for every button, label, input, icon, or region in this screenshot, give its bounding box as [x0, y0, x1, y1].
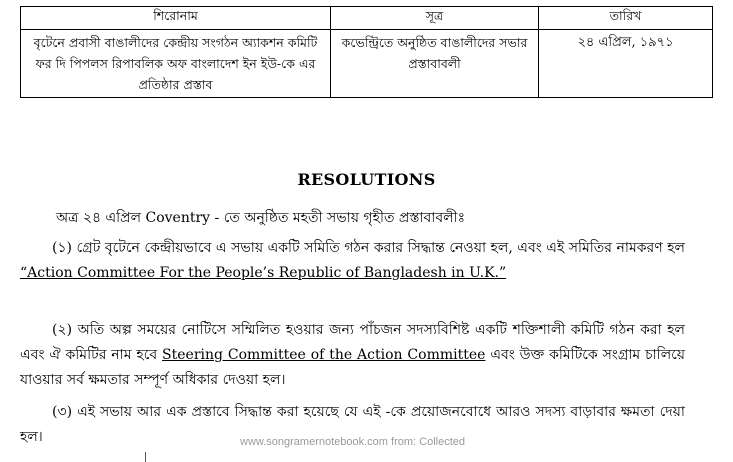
resolution-number: (৩)	[52, 404, 73, 420]
resolution-1	[20, 236, 685, 286]
header-source: সূত্র	[331, 7, 539, 30]
resolutions-heading: RESOLUTIONS	[297, 170, 436, 189]
metadata-value-row	[21, 30, 713, 98]
steering-committee-name: Steering Committee of the Action Committee	[162, 347, 486, 363]
page-cut-mark	[145, 452, 154, 462]
resolution-text: অতি অল্প সময়ের নোটিসে সম্মিলিত হওয়ার জন্য পাঁচজন সদস্যবিশিষ্ট একটি শক্তিশালী কমিটি গঠন করা হল এবং ঐ কমিটির নাম হবে	[20, 322, 685, 363]
committee-name: “Action Committee For the People’s Republic of Bangladesh in U.K.”	[20, 265, 507, 281]
header-date: তারিখ	[539, 7, 713, 30]
resolution-number: (২)	[52, 322, 73, 338]
metadata-header-row	[21, 7, 713, 30]
resolution-text: এই সভায় আর এক প্রস্তাবে সিদ্ধান্ত করা হয়েছে যে এই -কে প্রয়োজনবোধে আরও সদস্য বাড়াবার ক্ষমতা দেয়া হল।	[20, 404, 685, 445]
title-cell: বৃটেনে প্রবাসী বাঙালীদের কেন্দ্রীয় সংগঠন অ্যাকশন কমিটি ফর দি পিপলস রিপাবলিক অফ বাংলাদেশ ইন ইউ-কে এর প্রতিষ্ঠার প্রস্তাব	[21, 30, 331, 98]
header-title: শিরোনাম	[21, 7, 331, 30]
resolution-text: গ্রেট বৃটেনে কেন্দ্রীয়ভাবে এ সভায় একটি সমিতি গঠন করার সিদ্ধান্ত নেওয়া হল, এবং এই সমিতির নামকরণ হল	[72, 240, 685, 256]
watermark: www.songramernotebook.com from: Collected	[240, 436, 465, 448]
resolution-text-after: এবং উক্ত কমিটিকে সংগ্রাম চালিয়ে যাওয়ার সর্ব ক্ষমতার সম্পূর্ণ অধিকার দেওয়া হল।	[20, 347, 685, 388]
metadata-table	[20, 6, 713, 98]
intro-text: অত্র ২৪ এপ্রিল Coventry - তে অনুষ্ঠিত মহতী সভায় গৃহীত প্রস্তাবাবলীঃ	[56, 210, 466, 226]
date-cell: ২৪ এপ্রিল, ১৯৭১	[539, 30, 713, 98]
source-cell: কভেন্ট্রিতে অনুষ্ঠিত বাঙালীদের সভার প্রস্তাবাবলী	[331, 30, 539, 98]
resolution-2	[20, 318, 685, 393]
resolution-number: (১)	[52, 240, 73, 256]
